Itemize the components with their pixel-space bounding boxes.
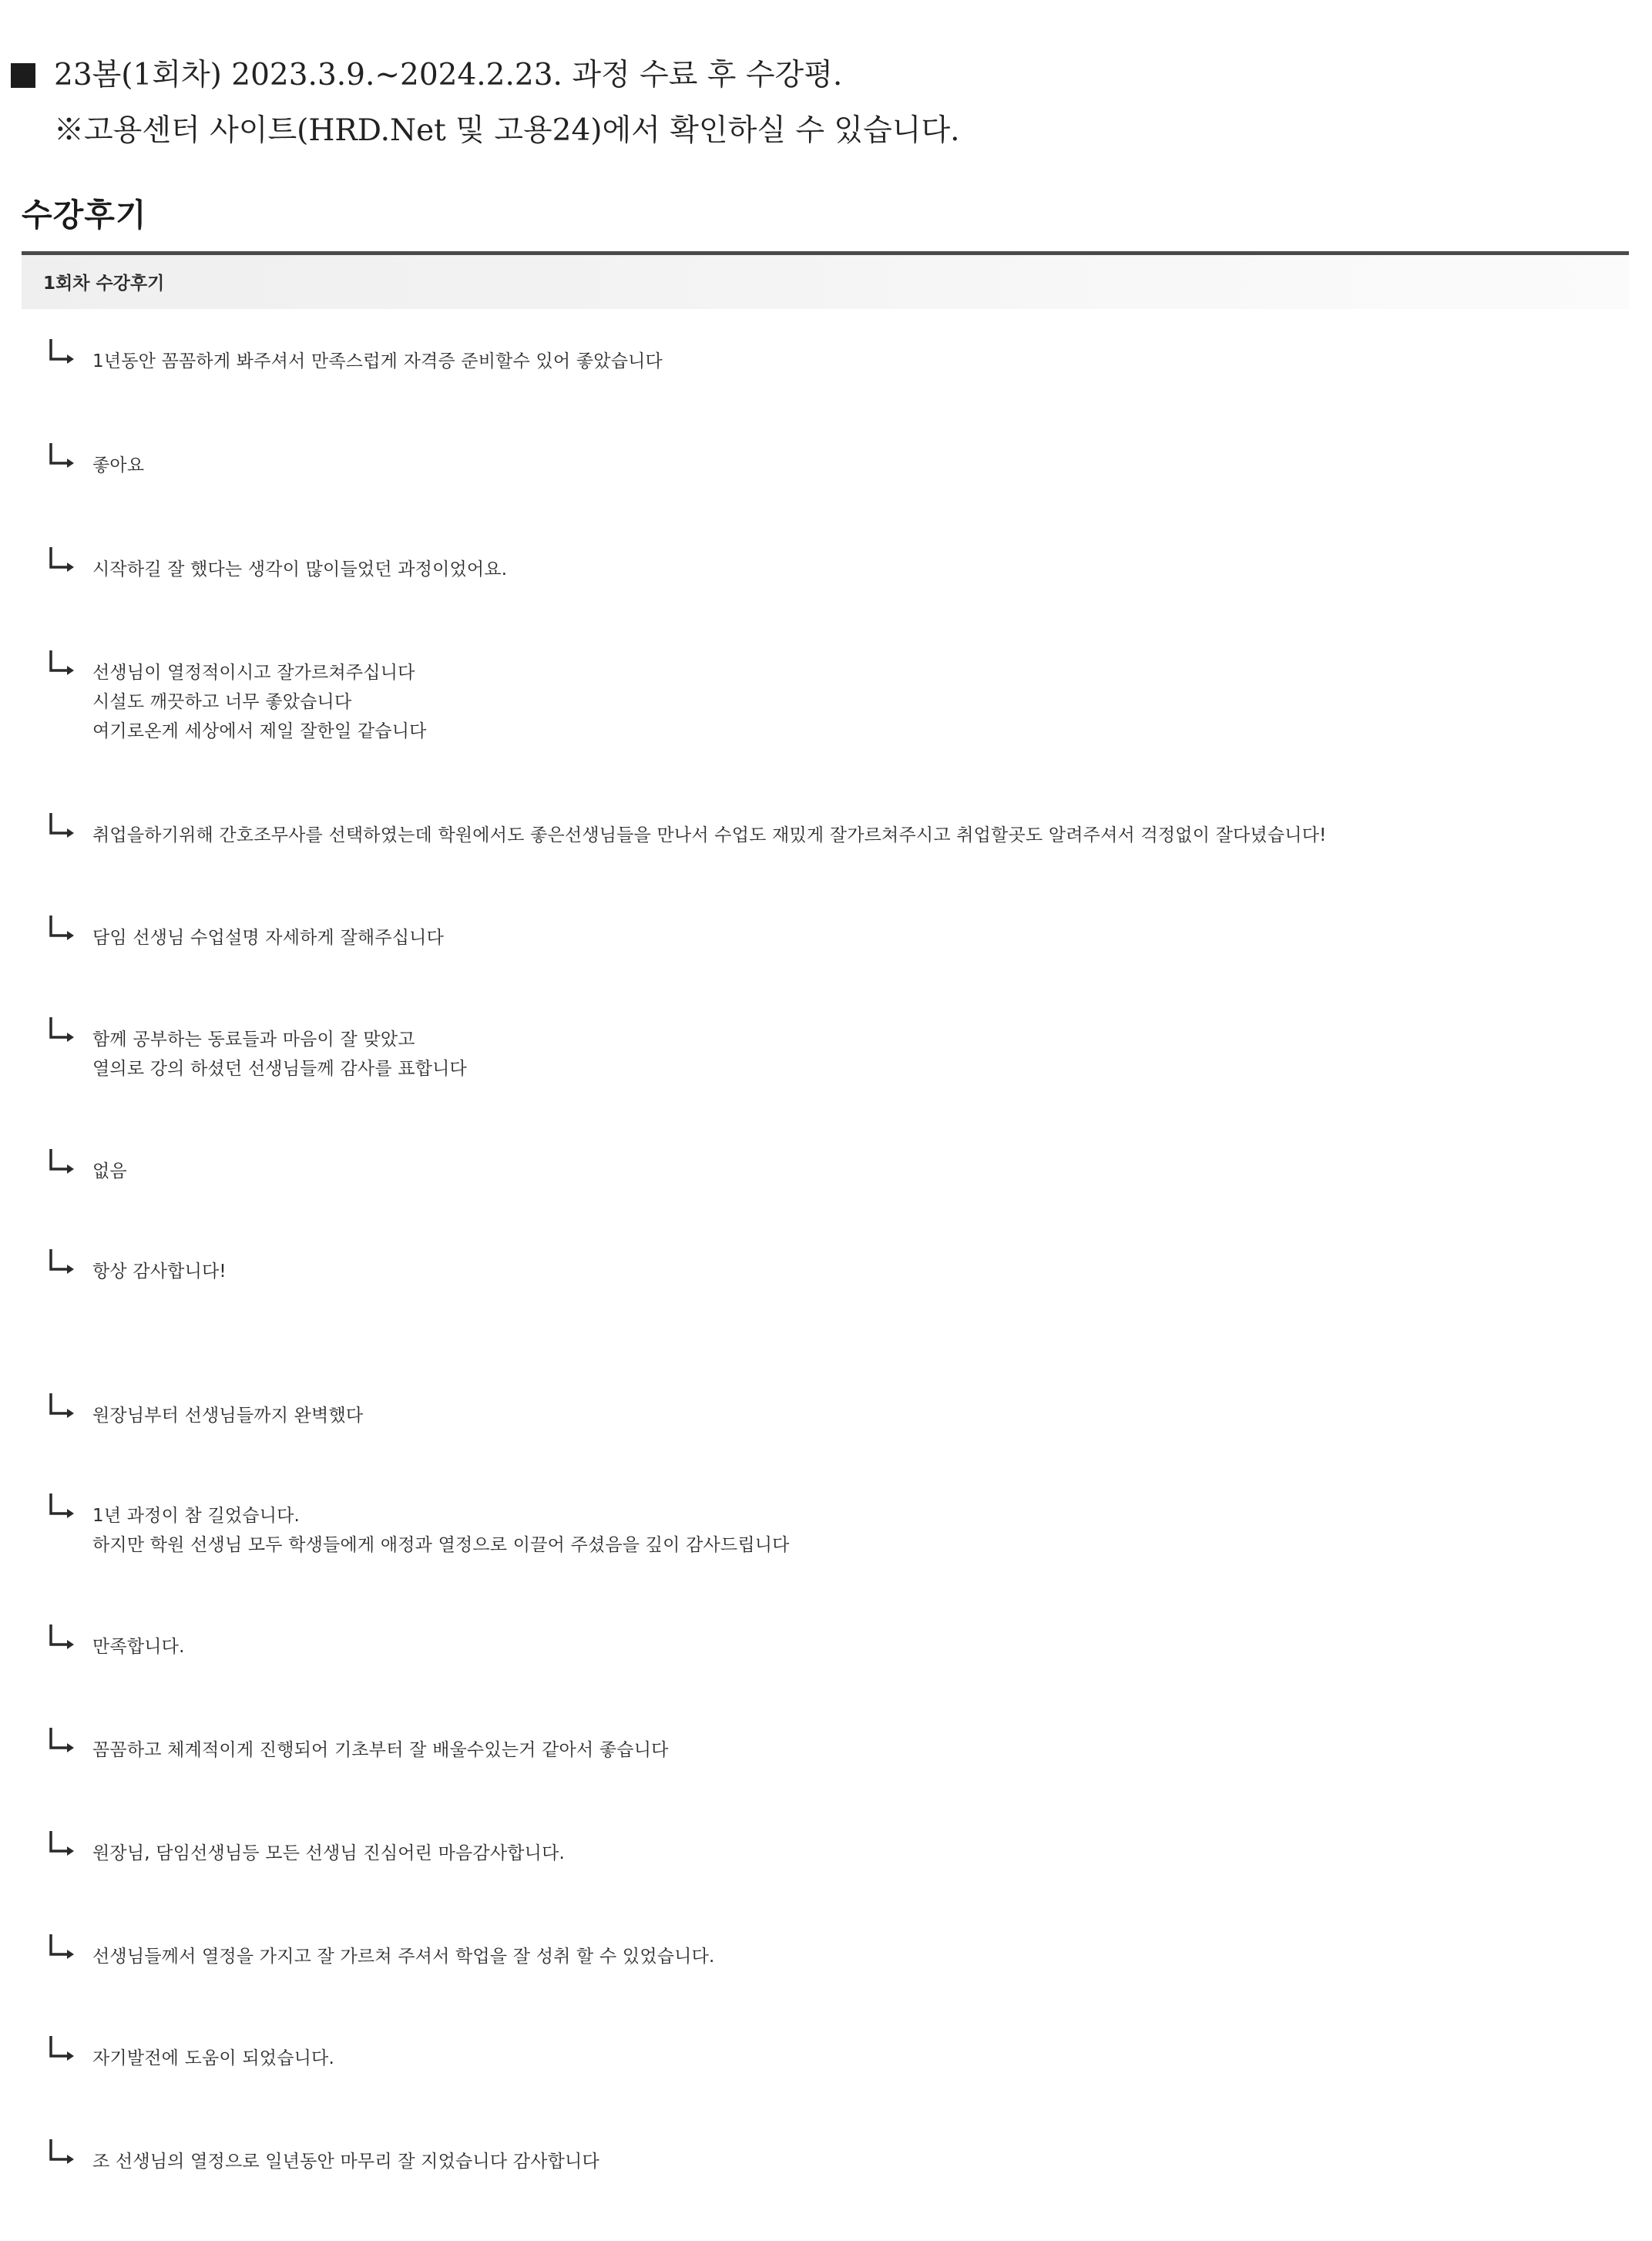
review-text — [92, 658, 427, 746]
reply-arrow-icon — [46, 1829, 77, 1860]
review-line: 열의로 강의 하셨던 선생님들께 감사를 표합니다 — [92, 1059, 467, 1079]
review-text — [92, 1157, 127, 1186]
review-text — [92, 555, 507, 584]
reply-arrow-icon — [46, 1147, 77, 1178]
review-line: 여기로온게 세상에서 제일 잘한일 같습니다 — [92, 721, 427, 741]
review-text — [92, 923, 444, 953]
review-line: 1년동안 꼼꼼하게 봐주셔서 만족스럽게 자격증 준비할수 있어 좋았습니다 — [92, 351, 663, 371]
document-header — [11, 52, 1629, 154]
square-bullet-icon — [11, 63, 35, 88]
review-text — [92, 821, 1327, 850]
review-text — [92, 2147, 599, 2176]
review-line: 원장님부터 선생님들까지 완벽했다 — [92, 1406, 364, 1426]
subhead-bar — [22, 255, 1629, 309]
review-text — [92, 1632, 185, 1661]
reply-arrow-icon — [46, 442, 77, 472]
review-line: 자기발전에 도움이 되었습니다. — [92, 2048, 334, 2068]
review-line: 함께 공부하는 동료들과 마음이 잘 맞았고 — [92, 1030, 415, 1050]
reply-arrow-icon — [46, 1933, 77, 1964]
review-text — [92, 1839, 565, 1868]
reply-arrow-icon — [46, 811, 77, 842]
review-line: 담임 선생님 수업설명 자세하게 잘해주십니다 — [92, 928, 444, 948]
course-period-text: 23봄(1회차) 2023.3.9.~2024.2.23. 과정 수료 후 수강평. — [54, 58, 843, 92]
review-text — [92, 1942, 715, 1971]
reply-arrow-icon — [46, 914, 77, 945]
review-line: 취업을하기위해 간호조무사를 선택하였는데 학원에서도 좋은선생님들을 만나서 수업도 재밌게 잘가르쳐주시고 취업할곳도 알려주셔서 걱정없이 잘다녔습니다! — [92, 825, 1327, 845]
reply-arrow-icon — [46, 2138, 77, 2169]
review-text — [92, 347, 663, 376]
review-line: 좋아요 — [92, 455, 145, 475]
review-line: 원장님, 담임선생님등 모든 선생님 진심어린 마음감사합니다. — [92, 1843, 566, 1863]
review-line: 항상 감사합니다! — [92, 1262, 227, 1282]
reply-arrow-icon — [46, 1392, 77, 1423]
reply-arrow-icon — [46, 546, 77, 576]
reply-arrow-icon — [46, 1248, 77, 1278]
review-text — [92, 1025, 467, 1084]
review-line: 꼼꼼하고 체계적이게 진행되어 기초부터 잘 배울수있는거 같아서 좋습니다 — [92, 1740, 669, 1760]
review-line: 선생님들께서 열정을 가지고 잘 가르쳐 주셔서 학업을 잘 성취 할 수 있었습니다. — [92, 1947, 715, 1967]
source-note: ※고용센터 사이트(HRD.Net 및 고용24)에서 확인하실 수 있습니다. — [54, 113, 960, 148]
review-line: 시작하길 잘 했다는 생각이 많이들었던 과정이었어요. — [92, 559, 508, 580]
reply-arrow-icon — [46, 1623, 77, 1654]
subhead-label: 1회차 수강후기 — [43, 274, 165, 294]
review-line: 하지만 학원 선생님 모두 학생들에게 애정과 열정으로 이끌어 주셨음을 깊이 감사드립니다 — [92, 1535, 790, 1555]
review-line: 조 선생님의 열정으로 일년동안 마무리 잘 지었습니다 감사합니다 — [92, 2152, 599, 2172]
reply-arrow-icon — [46, 1492, 77, 1523]
review-text — [92, 2044, 334, 2073]
review-text — [92, 1501, 790, 1560]
reply-arrow-icon — [46, 2034, 77, 2065]
review-line: 시설도 깨끗하고 너무 좋았습니다 — [92, 692, 352, 712]
review-text — [92, 1735, 669, 1765]
review-line: 없음 — [92, 1161, 127, 1181]
review-line: 선생님이 열정적이시고 잘가르쳐주십니다 — [92, 663, 415, 683]
review-line: 만족합니다. — [92, 1637, 185, 1657]
review-line: 1년 과정이 참 길었습니다. — [92, 1506, 301, 1526]
reply-arrow-icon — [46, 649, 77, 680]
reply-arrow-icon — [46, 1726, 77, 1757]
review-text — [92, 1257, 227, 1286]
section-title: 수강후기 — [22, 197, 147, 234]
review-text — [92, 451, 144, 480]
reply-arrow-icon — [46, 1016, 77, 1047]
course-period-line — [11, 52, 1629, 99]
reply-arrow-icon — [46, 338, 77, 368]
review-text — [92, 1401, 363, 1430]
